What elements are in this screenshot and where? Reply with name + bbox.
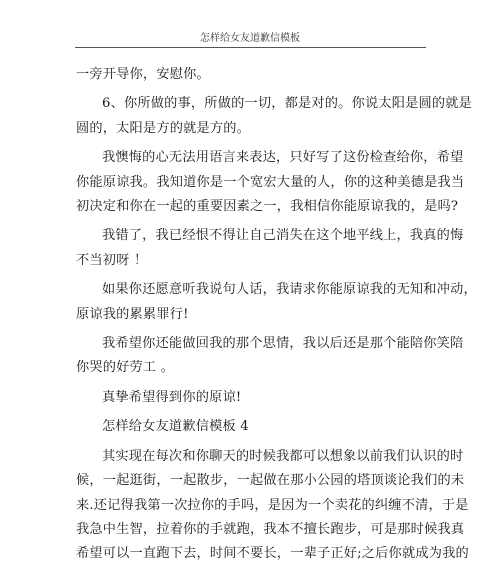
document-body: [76, 63, 477, 572]
text-line: 原谅我的累累罪行!: [76, 306, 189, 322]
text-line: 初决定和你在一起的重要因素之一，我相信你能原谅我的，是吗?: [76, 199, 459, 215]
header-divider: [75, 47, 426, 48]
text-line: 来.还记得我第一次拉你的手吗，是因为一个卖花的纠缠不清，于是: [76, 497, 469, 513]
paragraph-1: [76, 92, 473, 141]
text-line: 真挚希望得到你的原谅!: [102, 389, 242, 405]
text-line: 一旁开导你，安慰你。: [76, 67, 210, 82]
paragraph-2: [76, 146, 465, 219]
text-line: 我错了，我已经恨不得让自己消失在这个地平线上，我真的悔: [102, 228, 464, 244]
paragraph-0: [76, 63, 426, 87]
paragraph-3: [76, 224, 464, 273]
text-line: 你能原谅我。我知道你是一个宽宏大量的人，你的这种美德是我当: [76, 174, 465, 190]
section-heading: 怎样给女友道歉信模板 4: [102, 419, 249, 435]
paragraph-4: [76, 278, 477, 327]
text-line: 候，一起逛街，一起散步，一起做在那小公园的塔顶谈论我们的未: [76, 473, 465, 489]
paragraph-5: [76, 332, 464, 381]
text-line: 圆的，太阳是方的就是方的。: [76, 120, 251, 136]
text-line: 你哭的好劳工 。: [76, 360, 175, 376]
text-line: 我希望你还能做回我的那个思情，我以后还是那个能陪你笑陪: [102, 336, 464, 352]
text-line: 如果你还愿意听我说句人话，我请求你能原谅我的无知和冲动，: [102, 282, 477, 298]
text-line: 不当初呀 ！: [76, 252, 148, 268]
text-line: 希望可以一直跑下去，时间不要长，一辈子正好;之后你就成为我的: [76, 546, 469, 562]
section-paragraph-1: [76, 445, 469, 567]
text-line: 6、你所做的事，所做的一切，都是对的。你说太阳是圆的就是: [102, 96, 473, 112]
page-header-title: 怎样给女友道歉信模板: [200, 33, 300, 44]
text-line: 我懊悔的心无法用语言来表达，只好写了这份检查给你，希望: [102, 150, 464, 166]
text-line: 其实现在每次和你聊天的时候我都可以想象以前我们认识的时: [102, 448, 464, 464]
text-line: 我急中生智，拉着你的手就跑，我本不擅长跑步，可是那时候我真: [76, 521, 465, 537]
paragraph-6: [76, 386, 426, 410]
